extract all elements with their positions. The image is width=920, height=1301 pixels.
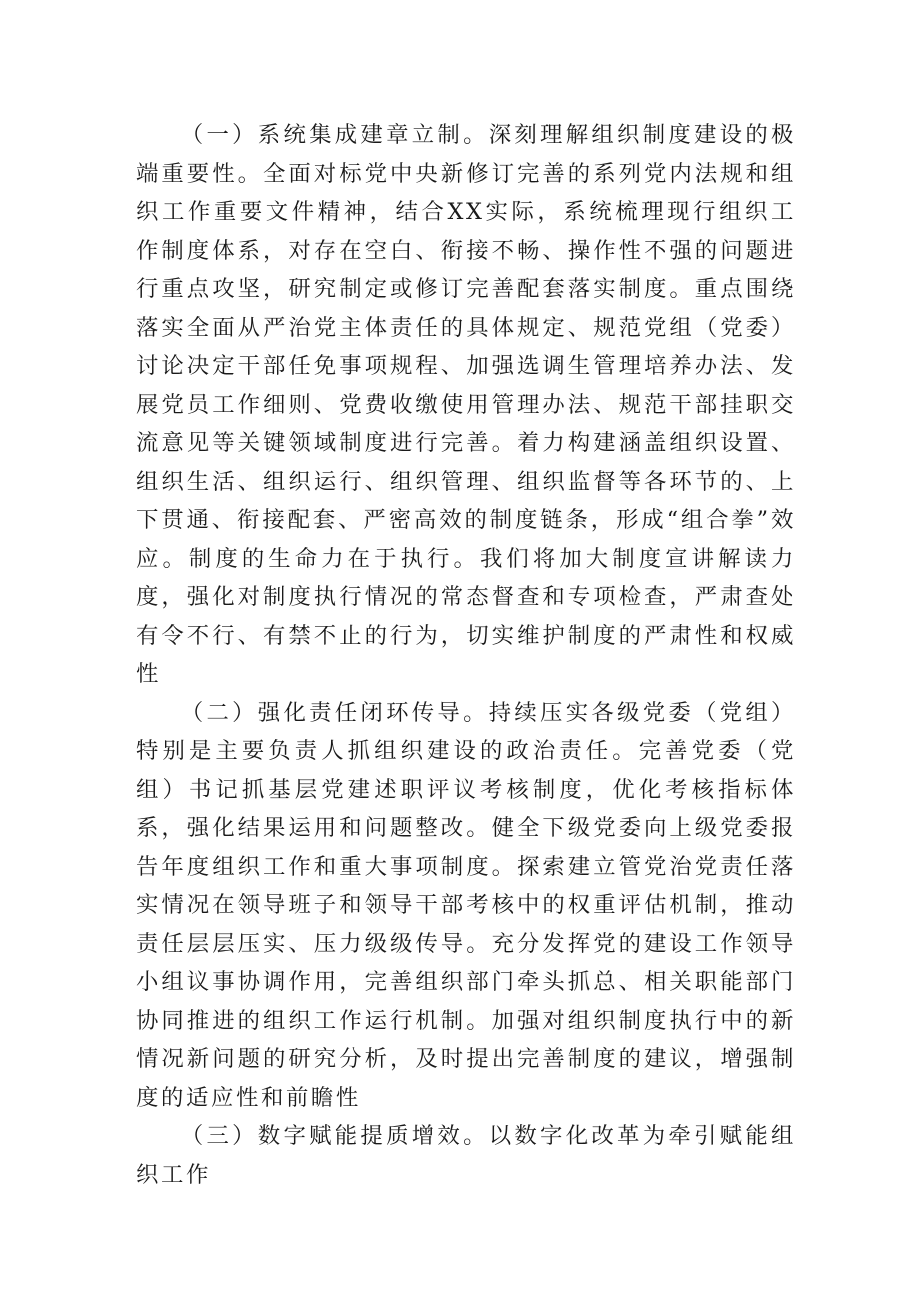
paragraph-responsibility: （二）强化责任闭环传导。持续压实各级党委（党组）特别是主要负责人抓组织建设的政治责任。完善党委（党组）书记抓基层党建述职评议考核制度，优化考核指标体系，强化结果运用和问题整改。健全下级党委向上级党委报告年度组织工作和重大事项制度。探索建立管党治党责任落实情况在领导班子和领导干部考核中的权重评估机制，推动责任层层压实、压力级级传导。充分发挥党的建设工作领导小组议事协调作用，完善组织部门牵头抓总、相关职能部门协同推进的组织工作运行机制。加强对组织制度执行中的新情况新问题的研究分析，及时提出完善制度的建议，增强制度的适应性和前瞻性 [136, 699, 796, 1111]
paragraph-digital-empowerment: （三）数字赋能提质增效。以数字化改革为牵引赋能组织工作 [136, 1123, 796, 1188]
paragraph-system-integration: （一）系统集成建章立制。深刻理解组织制度建设的极端重要性。全面对标党中央新修订完善的系列党内法规和组织工作重要文件精神，结合XX实际，系统梳理现行组织工作制度体系，对存在空白、衔接不畅、操作性不强的问题进行重点攻坚，研究制定或修订完善配套落实制度。重点围绕落实全面从严治党主体责任的具体规定、规范党组（党委）讨论决定干部任免事项规程、加强选调生管理培养办法、发展党员工作细则、党费收缴使用管理办法、规范干部挂职交流意见等关键领域制度进行完善。着力构建涵盖组织设置、组织生活、组织运行、组织管理、组织监督等各环节的、上下贯通、衔接配套、严密高效的制度链条，形成“组合拳”效应。制度的生命力在于执行。我们将加大制度宣讲解读力度，强化对制度执行情况的常态督查和专项检查，严肃查处有令不行、有禁不止的行为，切实维护制度的严肃性和权威性 [136, 122, 796, 687]
document-body [136, 116, 796, 1194]
